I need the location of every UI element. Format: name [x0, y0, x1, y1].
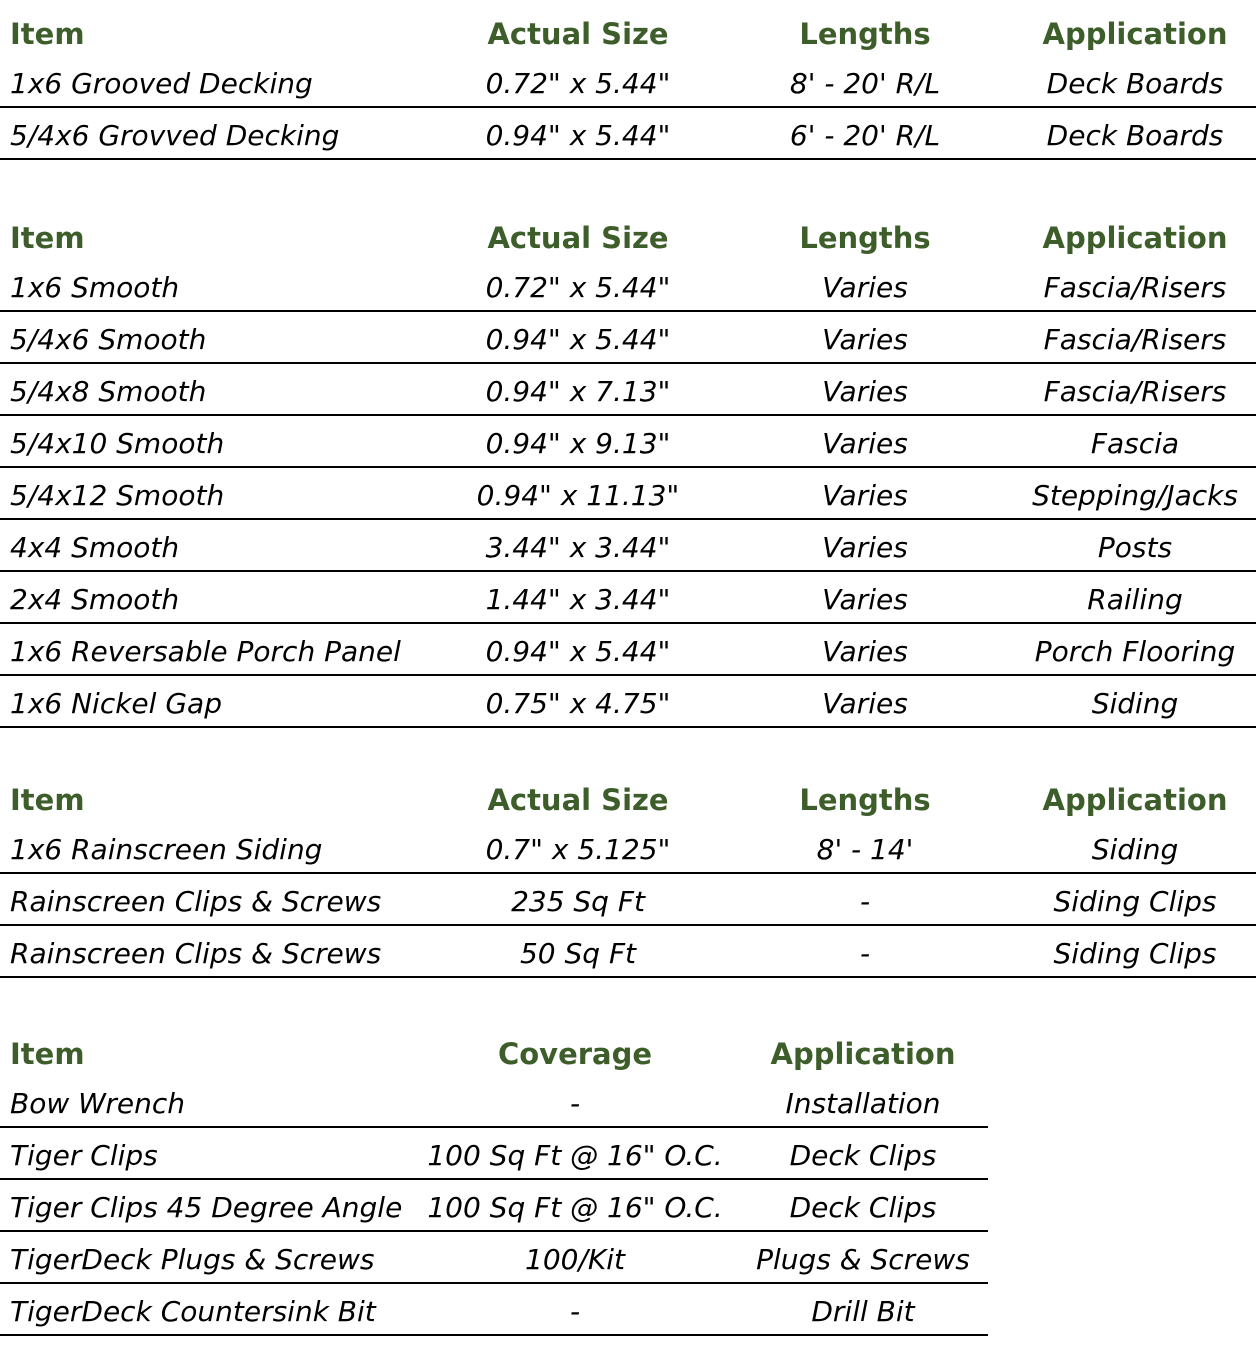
table-row [0, 364, 1256, 416]
cell-item: 1x6 Rainscreen Siding [10, 833, 323, 866]
cell-application: Fascia/Risers [1043, 323, 1227, 356]
cell-lengths: Varies [822, 375, 908, 408]
cell-item: Bow Wrench [10, 1087, 185, 1120]
cell-item: 5/4x10 Smooth [10, 427, 225, 460]
table-row [0, 312, 1256, 364]
cell-size: 0.94" x 5.44" [485, 119, 671, 152]
cell-size: 235 Sq Ft [511, 885, 645, 918]
cell-size: 3.44" x 3.44" [485, 531, 671, 564]
table-header-row [0, 208, 1256, 260]
table-header-row [0, 4, 1256, 56]
cell-size: 1.44" x 3.44" [485, 583, 671, 616]
header-application: Application [1042, 17, 1228, 51]
cell-item: Tiger Clips [10, 1139, 158, 1172]
cell-lengths: Varies [822, 635, 908, 668]
cell-application: Fascia/Risers [1043, 271, 1227, 304]
cell-lengths: Varies [822, 323, 908, 356]
cell-application: Plugs & Screws [756, 1243, 970, 1276]
header-application: Application [1042, 221, 1228, 255]
cell-size: 0.94" x 5.44" [485, 323, 671, 356]
cell-item: 5/4x6 Smooth [10, 323, 207, 356]
cell-item: 1x6 Nickel Gap [10, 687, 222, 720]
header-lengths: Lengths [799, 221, 931, 255]
table-header-row [0, 1024, 988, 1076]
header-coverage: Coverage [497, 1037, 653, 1071]
cell-lengths: Varies [822, 479, 908, 512]
table-header-row [0, 770, 1256, 822]
table-row [0, 926, 1256, 978]
cell-application: Fascia/Risers [1043, 375, 1227, 408]
cell-lengths: 8' - 14' [816, 833, 914, 866]
table-row [0, 1180, 988, 1232]
cell-coverage: - [569, 1087, 581, 1120]
cell-application: Porch Flooring [1034, 635, 1236, 668]
cell-item: 2x4 Smooth [10, 583, 180, 616]
cell-item: TigerDeck Countersink Bit [10, 1295, 376, 1328]
cell-size: 0.94" x 7.13" [485, 375, 671, 408]
table-row [0, 416, 1256, 468]
cell-size: 0.75" x 4.75" [485, 687, 671, 720]
cell-application: Deck Clips [789, 1191, 937, 1224]
cell-application: Siding Clips [1053, 885, 1217, 918]
cell-lengths: Varies [822, 271, 908, 304]
cell-lengths: Varies [822, 531, 908, 564]
cell-application: Deck Boards [1046, 119, 1224, 152]
header-size: Actual Size [487, 783, 669, 817]
cell-size: 0.94" x 5.44" [485, 635, 671, 668]
cell-application: Deck Boards [1046, 67, 1224, 100]
cell-application: Deck Clips [789, 1139, 937, 1172]
table-row [0, 260, 1256, 312]
table-row [0, 108, 1256, 160]
cell-item: Rainscreen Clips & Screws [10, 885, 382, 918]
cell-lengths: Varies [822, 427, 908, 460]
cell-lengths: - [859, 885, 871, 918]
cell-size: 0.94" x 11.13" [476, 479, 680, 512]
table-row [0, 874, 1256, 926]
cell-application: Posts [1097, 531, 1173, 564]
cell-lengths: Varies [822, 687, 908, 720]
cell-application: Siding [1091, 833, 1179, 866]
cell-item: 4x4 Smooth [10, 531, 180, 564]
table-row [0, 56, 1256, 108]
cell-size: 50 Sq Ft [519, 937, 637, 970]
cell-size: 0.94" x 9.13" [485, 427, 671, 460]
table-row [0, 572, 1256, 624]
header-item: Item [10, 17, 85, 51]
header-lengths: Lengths [799, 783, 931, 817]
table-row [0, 822, 1256, 874]
cell-item: Tiger Clips 45 Degree Angle [10, 1191, 403, 1224]
cell-application: Fascia [1090, 427, 1180, 460]
cell-coverage: - [569, 1295, 581, 1328]
cell-item: Rainscreen Clips & Screws [10, 937, 382, 970]
cell-item: TigerDeck Plugs & Screws [10, 1243, 375, 1276]
header-item: Item [10, 221, 85, 255]
cell-application: Stepping/Jacks [1032, 479, 1238, 512]
cell-application: Siding Clips [1053, 937, 1217, 970]
header-application: Application [1042, 783, 1228, 817]
cell-lengths: 6' - 20' R/L [789, 119, 941, 152]
table-row [0, 1232, 988, 1284]
cell-item: 5/4x6 Grovved Decking [10, 119, 340, 152]
table-row [0, 1076, 988, 1128]
cell-item: 1x6 Grooved Decking [10, 67, 313, 100]
header-item: Item [10, 1037, 85, 1071]
cell-item: 5/4x8 Smooth [10, 375, 207, 408]
cell-size: 0.72" x 5.44" [485, 67, 671, 100]
header-application: Application [770, 1037, 956, 1071]
cell-lengths: Varies [822, 583, 908, 616]
cell-application: Installation [785, 1087, 941, 1120]
cell-coverage: 100 Sq Ft @ 16" O.C. [427, 1139, 723, 1172]
header-size: Actual Size [487, 17, 669, 51]
table-row [0, 1284, 988, 1336]
cell-lengths: 8' - 20' R/L [789, 67, 941, 100]
cell-item: 1x6 Reversable Porch Panel [10, 635, 401, 668]
cell-lengths: - [859, 937, 871, 970]
cell-application: Drill Bit [811, 1295, 915, 1328]
cell-application: Siding [1091, 687, 1179, 720]
table-row [0, 624, 1256, 676]
header-item: Item [10, 783, 85, 817]
cell-item: 5/4x12 Smooth [10, 479, 225, 512]
table-row [0, 520, 1256, 572]
header-size: Actual Size [487, 221, 669, 255]
cell-size: 0.72" x 5.44" [485, 271, 671, 304]
cell-size: 0.7" x 5.125" [485, 833, 671, 866]
cell-item: 1x6 Smooth [10, 271, 180, 304]
header-lengths: Lengths [799, 17, 931, 51]
table-row [0, 1128, 988, 1180]
table-row [0, 468, 1256, 520]
cell-application: Railing [1087, 583, 1183, 616]
table-row [0, 676, 1256, 728]
cell-coverage: 100 Sq Ft @ 16" O.C. [427, 1191, 723, 1224]
cell-coverage: 100/Kit [525, 1243, 625, 1276]
